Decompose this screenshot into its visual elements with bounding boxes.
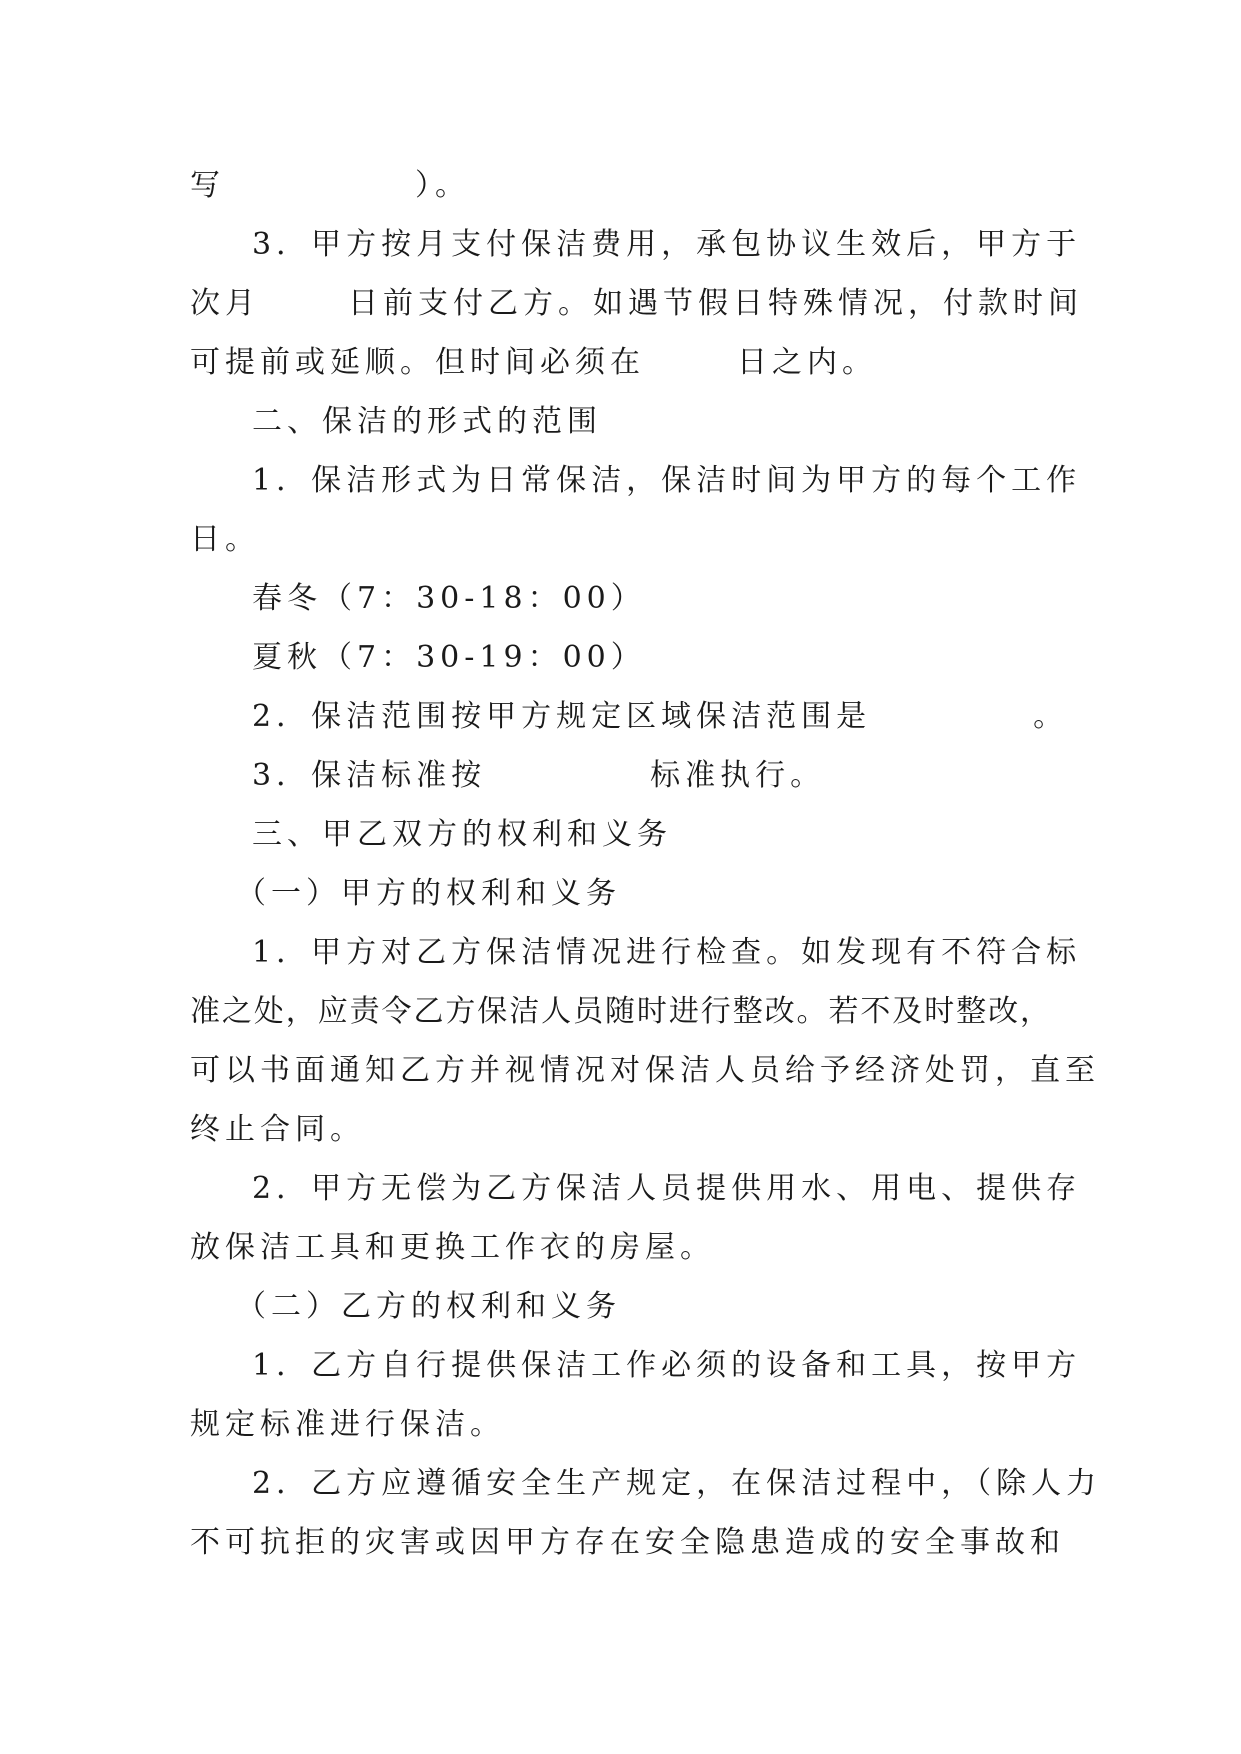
paragraph-line: 夏秋（7：30-19：00） <box>252 640 646 675</box>
paragraph-line: 不可抗拒的灾害或因甲方存在安全隐患造成的安全事故和 <box>190 1525 1065 1560</box>
paragraph-line <box>190 746 1050 805</box>
paragraph-line <box>190 687 1069 746</box>
paragraph-line: 1．乙方自行提供保洁工作必须的设备和工具，按甲方 <box>252 1348 1082 1383</box>
paragraph-line: 准之处，应责令乙方保洁人员随时进行整改。若不及时整改， <box>190 994 1050 1029</box>
paragraph-line: 2．乙方应遵循安全生产规定，在保洁过程中，（除人力 <box>252 1466 1102 1501</box>
text-fragment: 写 <box>190 168 225 203</box>
text-fragment: ）。 <box>415 168 470 203</box>
text-fragment: 次月 <box>190 286 260 321</box>
text-fragment: 日之内。 <box>737 345 877 380</box>
paragraph-line: 日。 <box>190 522 260 557</box>
paragraph-line: 3．甲方按月支付保洁费用，承包协议生效后，甲方于 <box>252 227 1082 262</box>
paragraph-line: 春冬（7：30-18：00） <box>252 581 646 616</box>
paragraph-line: 终止合同。 <box>190 1112 365 1147</box>
document-body <box>190 156 1102 1572</box>
section-heading: 二、保洁的形式的范围 <box>252 404 602 439</box>
text-fragment: 3．保洁标准按 <box>252 758 487 793</box>
section-heading: 三、甲乙双方的权利和义务 <box>252 817 672 852</box>
paragraph-line <box>190 156 1050 215</box>
paragraph-line: 规定标准进行保洁。 <box>190 1407 505 1442</box>
paragraph-line: 可以书面通知乙方并视情况对保洁人员给予经济处罚，直至 <box>190 1053 1100 1088</box>
paragraph-line: 放保洁工具和更换工作衣的房屋。 <box>190 1230 715 1265</box>
subsection-heading: （二）乙方的权利和义务 <box>236 1289 621 1324</box>
text-fragment: 可提前或延顺。但时间必须在 <box>190 345 645 380</box>
text-fragment: 。 <box>1033 699 1069 734</box>
text-fragment: 标准执行。 <box>650 758 826 793</box>
paragraph-line: 1．保洁形式为日常保洁，保洁时间为甲方的每个工作 <box>252 463 1082 498</box>
paragraph-line: 2．甲方无偿为乙方保洁人员提供用水、用电、提供存 <box>252 1171 1082 1206</box>
subsection-heading: （一）甲方的权利和义务 <box>236 876 621 911</box>
text-fragment: 日前支付乙方。如遇节假日特殊情况，付款时间 <box>348 286 1083 321</box>
paragraph-line <box>190 333 1050 392</box>
paragraph-line <box>190 274 1083 333</box>
paragraph-line: 1．甲方对乙方保洁情况进行检查。如发现有不符合标 <box>252 935 1082 970</box>
text-fragment: 2．保洁范围按甲方规定区域保洁范围是 <box>252 699 872 734</box>
